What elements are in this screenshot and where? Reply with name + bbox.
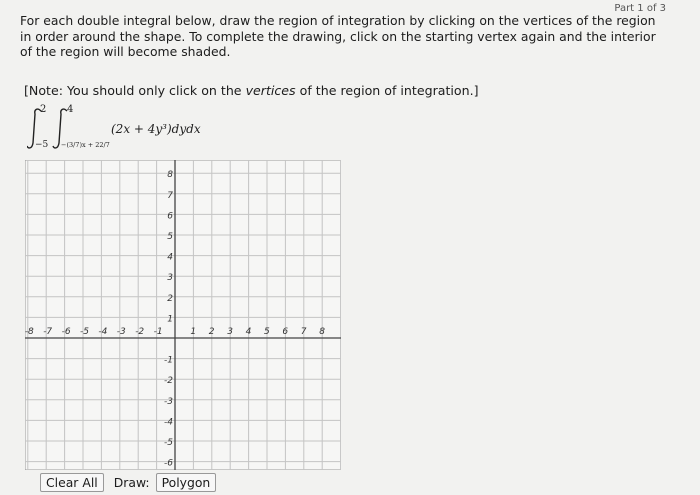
note-suffix: of the region of integration.] (295, 83, 479, 98)
y-tick-label: 7 (167, 190, 173, 201)
x-tick-label: -7 (43, 327, 53, 337)
graph-background (25, 160, 341, 470)
x-tick-label: 4 (245, 327, 252, 337)
x-tick-label: 5 (264, 327, 270, 337)
outer-upper-limit: 2 (40, 104, 47, 115)
inner-upper-limit: 4 (67, 104, 74, 115)
y-tick-label: 5 (167, 232, 173, 242)
y-tick-label: -3 (164, 396, 173, 407)
graph-canvas[interactable] (25, 160, 341, 474)
y-tick-label: -6 (164, 458, 173, 469)
note-text (24, 83, 479, 98)
outer-lower-limit: −5 (35, 140, 49, 150)
y-tick-label: 2 (167, 293, 173, 304)
y-tick-label: -2 (164, 376, 173, 387)
x-tick-label: 2 (208, 327, 215, 337)
x-tick-label: -1 (153, 327, 163, 337)
clear-all-button[interactable]: Clear All (40, 473, 104, 492)
inner-lower-limit: −(3/7)x + 22/7 (61, 141, 110, 149)
x-tick-label: -3 (116, 327, 126, 337)
y-tick-label: 4 (167, 252, 173, 263)
toolbar (40, 473, 216, 492)
x-tick-label: -8 (25, 327, 34, 337)
draw-label: Draw: (113, 475, 150, 490)
double-integral-expression (27, 103, 257, 155)
note-prefix: [Note: You should only click on the (24, 83, 246, 98)
x-tick-label: 1 (190, 327, 197, 337)
y-tick-label: 1 (167, 314, 173, 325)
x-tick-label: -5 (80, 327, 89, 337)
y-tick-label: -1 (164, 355, 173, 366)
x-tick-label: 3 (227, 327, 233, 337)
note-emphasis: vertices (245, 83, 296, 98)
x-tick-label: -2 (135, 327, 145, 337)
integrand: (2x + 4y³)dydx (111, 122, 201, 136)
y-tick-label: 3 (167, 273, 173, 284)
polygon-tool-button[interactable]: Polygon (156, 473, 217, 492)
part-indicator: Part 1 of 3 (614, 3, 666, 14)
x-tick-label: -6 (61, 327, 71, 337)
y-tick-label: -5 (164, 438, 173, 448)
y-tick-label: 6 (167, 211, 173, 222)
y-tick-label: -4 (164, 417, 173, 428)
x-tick-label: 6 (282, 327, 289, 337)
x-tick-label: 7 (300, 327, 307, 337)
y-tick-label: 8 (167, 170, 173, 181)
x-tick-label: -4 (98, 327, 108, 337)
instructions-text: For each double integral below, draw the region of integration by clicking on the vertices of the region in order around the shape. To complete the drawing, click on the starting vertex again and the interior of the region will become shaded. (20, 13, 656, 59)
x-tick-label: 8 (319, 327, 325, 337)
